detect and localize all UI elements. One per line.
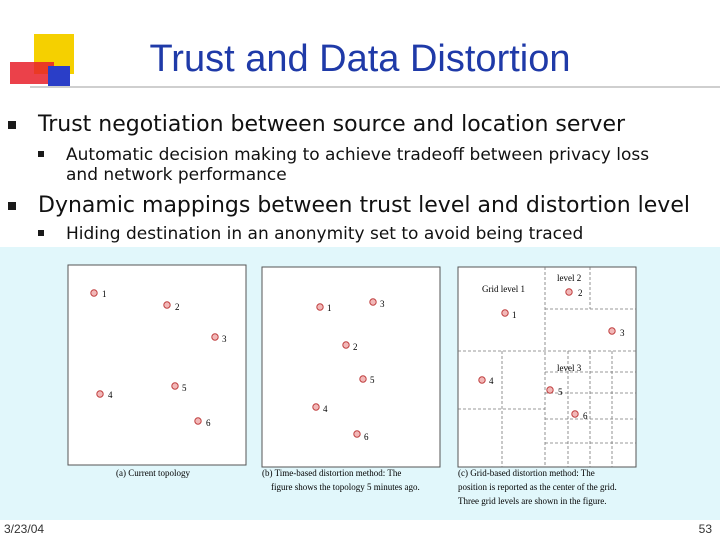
- node-label: 3: [620, 328, 625, 338]
- figure-band: [0, 247, 720, 520]
- node-label: 1: [327, 303, 332, 313]
- grid-label-level-2: level 2: [557, 273, 582, 283]
- node-label: 1: [102, 289, 107, 299]
- footer-date: 3/23/04: [4, 522, 45, 536]
- bullet-marker: [8, 202, 16, 210]
- topology-figure: [0, 247, 720, 520]
- panel-c-caption-line-3: Three grid levels are shown in the figure.: [458, 496, 607, 506]
- sub-bullet-1-line-2: and network performance: [66, 165, 287, 185]
- node-label: 3: [380, 299, 385, 309]
- node-label: 2: [175, 302, 180, 312]
- panel-c-caption-line-2: position is reported as the center of the grid.: [458, 482, 617, 492]
- bullet-1-text: Trust negotiation between source and location server: [38, 112, 626, 137]
- node-label: 4: [489, 376, 494, 386]
- bullet-2-text: Dynamic mappings between trust level and distortion level: [38, 193, 690, 218]
- sub-bullet-2: [66, 224, 583, 244]
- panel-a-caption: (a) Current topology: [116, 468, 190, 478]
- node-label: 2: [353, 342, 358, 352]
- title-divider: [30, 86, 720, 88]
- sub-bullet-2-line-1: Hiding destination in an anonymity set to avoid being traced: [66, 224, 584, 244]
- panel-b-caption-line-1: (b) Time-based distortion method: The: [262, 468, 402, 478]
- page-number: 53: [698, 522, 712, 536]
- bullet-marker: [8, 121, 16, 129]
- node-label: 1: [512, 310, 517, 320]
- sub-bullet-marker: [38, 151, 44, 157]
- node-label: 6: [206, 418, 211, 428]
- page-title: Trust and Data Distortion: [149, 38, 571, 80]
- bullet-2: [38, 193, 690, 218]
- panel-b-frame: [262, 267, 440, 467]
- sub-bullet-marker: [38, 230, 44, 236]
- grid-label-level-1: Grid level 1: [482, 284, 525, 294]
- panel-c-frame: [458, 267, 636, 467]
- node-label: 5: [182, 383, 187, 393]
- node-label: 3: [222, 334, 227, 344]
- sub-bullet-1-line-1: Automatic decision making to achieve tradeoff between privacy loss: [66, 145, 650, 165]
- bullet-1: [38, 112, 625, 137]
- grid-label-level-3: level 3: [557, 363, 582, 373]
- node-label: 2: [578, 288, 583, 298]
- node-label: 4: [108, 390, 113, 400]
- node-label: 6: [583, 411, 588, 421]
- sub-bullet-1: [66, 145, 649, 185]
- node-label: 5: [558, 387, 563, 397]
- node-label: 5: [370, 375, 375, 385]
- node-label: 6: [364, 432, 369, 442]
- node-label: 4: [323, 404, 328, 414]
- panel-b-caption-line-2: figure shows the topology 5 minutes ago.: [271, 482, 420, 492]
- panel-c-caption-line-1: (c) Grid-based distortion method: The: [458, 468, 595, 478]
